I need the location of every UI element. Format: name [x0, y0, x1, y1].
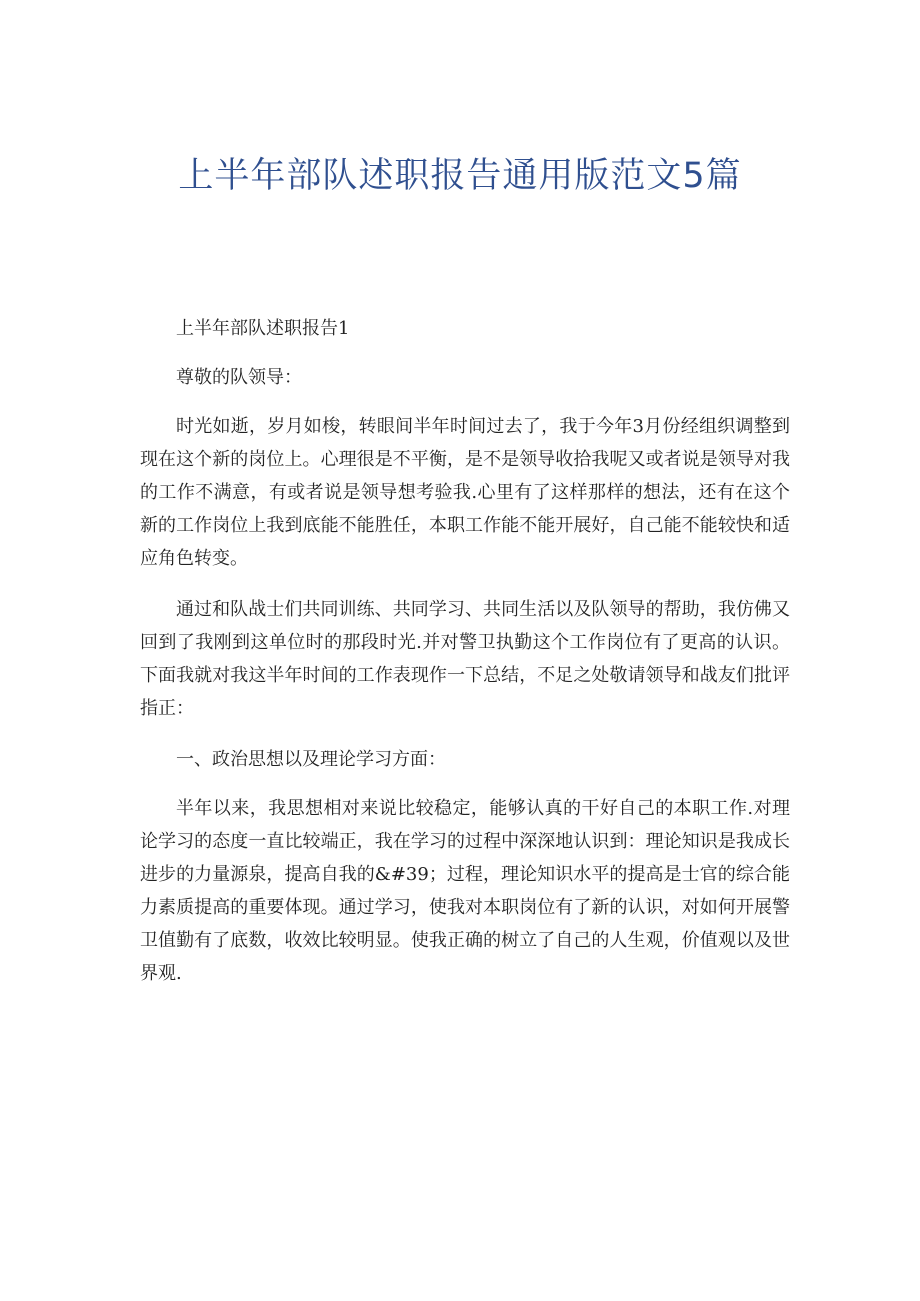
document-title: 上半年部队述职报告通用版范文5篇: [178, 156, 742, 196]
paragraph: 通过和队战士们共同训练、共同学习、共同生活以及队领导的帮助，我仿佛又回到了我刚到这单位时的那段时光.并对警卫执勤这个工作岗位有了更高的认识。下面我就对我这半年时间的工作表现作一下总结，不足之处敬请领导和战友们批评指正：: [140, 599, 790, 719]
document-body: [140, 312, 790, 1008]
paragraph: 半年以来，我思想相对来说比较稳定，能够认真的干好自己的本职工作.对理论学习的态度一直比较端正，我在学习的过程中深深地认识到：理论知识是我成长进步的力量源泉，提高自我的&#39；过程，理论知识水平的提高是士官的综合能力素质提高的重要体现。通过学习，使我对本职岗位有了新的认识，对如何开展警卫值勤有了底数，收效比较明显。使我正确的树立了自己的人生观，价值观以及世界观.: [140, 798, 790, 984]
paragraph: 时光如逝，岁月如梭，转眼间半年时间过去了，我于今年3月份经组织调整到现在这个新的岗位上。心理很是不平衡，是不是领导收拾我呢又或者说是领导对我的工作不满意，有或者说是领导想考验我.心里有了这样那样的想法，还有在这个新的工作岗位上我到底能不能胜任，本职工作能不能开展好，自己能不能较快和适应角色转变。: [140, 416, 790, 569]
salutation: 尊敬的队领导：: [176, 367, 302, 388]
section-heading: 上半年部队述职报告1: [176, 318, 350, 339]
subsection-heading: 一、政治思想以及理论学习方面：: [176, 749, 446, 770]
